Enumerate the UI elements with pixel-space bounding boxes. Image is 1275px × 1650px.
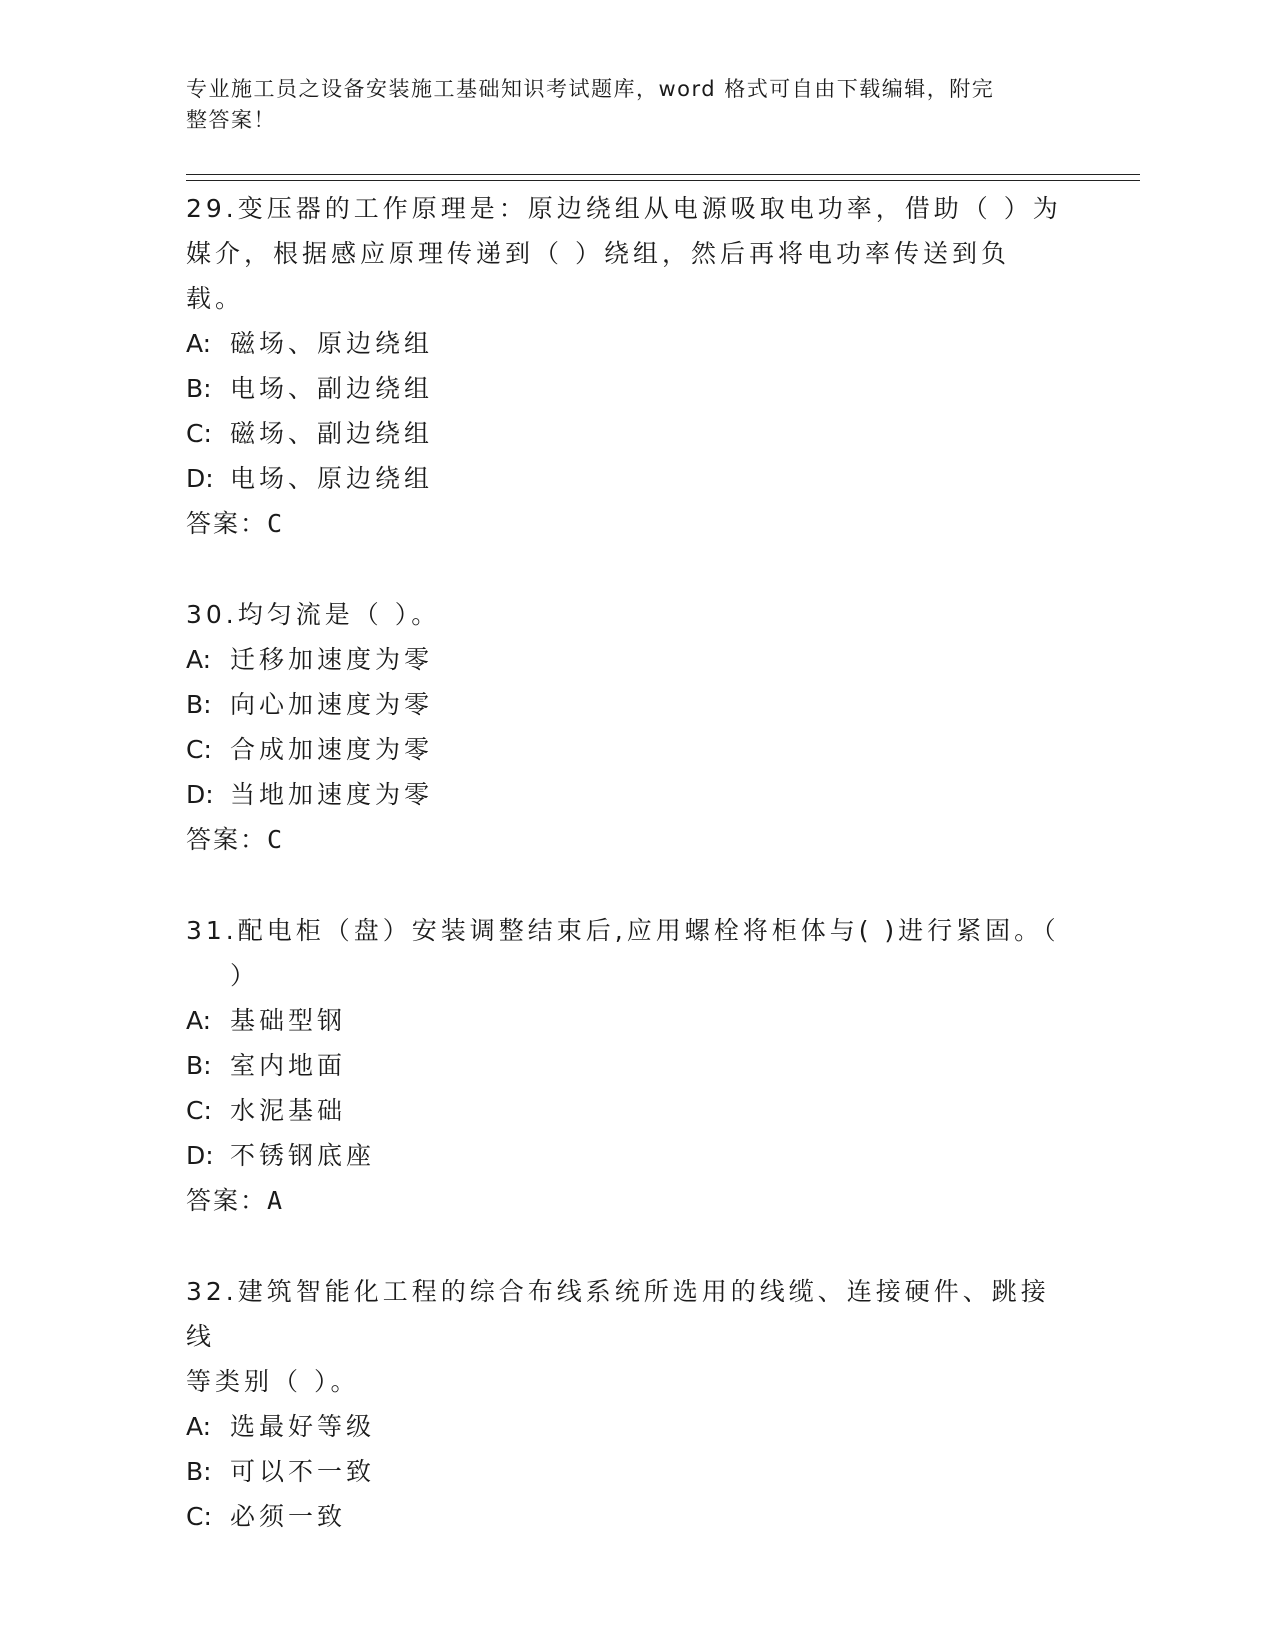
option-text: 向心加速度为零 bbox=[230, 690, 434, 719]
option-text: 室内地面 bbox=[230, 1051, 347, 1080]
question-stem-line: 29.变压器的工作原理是：原边绕组从电源吸取电功率，借助（ ）为 bbox=[186, 194, 1062, 223]
option-letter: A: bbox=[186, 329, 212, 358]
option-text: 必须一致 bbox=[230, 1502, 347, 1531]
option-letter: B: bbox=[186, 374, 212, 403]
option-text: 磁场、副边绕组 bbox=[230, 419, 434, 448]
option-letter: A: bbox=[186, 645, 212, 674]
question-item bbox=[186, 908, 1066, 1223]
option-a bbox=[186, 1404, 1066, 1449]
option-text: 不锈钢底座 bbox=[230, 1141, 376, 1170]
option-text: 磁场、原边绕组 bbox=[230, 329, 434, 358]
question-item bbox=[186, 1269, 1066, 1539]
question-item bbox=[186, 592, 1066, 862]
question-stem bbox=[186, 908, 1066, 998]
option-text: 可以不一致 bbox=[230, 1457, 376, 1486]
option-text: 选最好等级 bbox=[230, 1412, 376, 1441]
option-d bbox=[186, 772, 1066, 817]
option-d bbox=[186, 1133, 1066, 1178]
question-stem-line: 32.建筑智能化工程的综合布线系统所选用的线缆、连接硬件、跳接线 bbox=[186, 1277, 1050, 1351]
question-stem-line: 等类别（ ）。 bbox=[186, 1367, 360, 1396]
option-text: 电场、副边绕组 bbox=[230, 374, 434, 403]
header-note bbox=[186, 74, 1066, 136]
option-letter: B: bbox=[186, 1051, 212, 1080]
question-stem-line: 媒介，根据感应原理传递到（ ）绕组，然后再将电功率传送到负载。 bbox=[186, 239, 1010, 313]
option-d bbox=[186, 456, 1066, 501]
answer-label: 答案： bbox=[186, 509, 268, 538]
header-line: 专业施工员之设备安装施工基础知识考试题库，word 格式可自由下载编辑，附完 bbox=[186, 77, 995, 101]
question-stem bbox=[186, 186, 1066, 321]
option-a bbox=[186, 998, 1066, 1043]
option-letter: B: bbox=[186, 1457, 212, 1486]
option-letter: C: bbox=[186, 735, 212, 764]
answer-value: C bbox=[267, 825, 283, 854]
answer-line bbox=[186, 1178, 1066, 1223]
answer-line bbox=[186, 501, 1066, 546]
option-b bbox=[186, 1043, 1066, 1088]
answer-value: C bbox=[267, 509, 283, 538]
option-text: 合成加速度为零 bbox=[230, 735, 434, 764]
option-text: 迁移加速度为零 bbox=[230, 645, 434, 674]
option-letter: A: bbox=[186, 1006, 212, 1035]
option-c bbox=[186, 1088, 1066, 1133]
question-list bbox=[186, 186, 1066, 1585]
option-text: 当地加速度为零 bbox=[230, 780, 434, 809]
answer-label: 答案： bbox=[186, 825, 268, 854]
option-a bbox=[186, 321, 1066, 366]
option-letter: C: bbox=[186, 419, 212, 448]
option-letter: A: bbox=[186, 1412, 212, 1441]
option-a bbox=[186, 637, 1066, 682]
option-c bbox=[186, 727, 1066, 772]
option-b bbox=[186, 682, 1066, 727]
question-stem-line: 30.均匀流是（ ）。 bbox=[186, 600, 441, 629]
option-letter: C: bbox=[186, 1502, 212, 1531]
option-text: 电场、原边绕组 bbox=[230, 464, 434, 493]
option-letter: D: bbox=[186, 1141, 214, 1170]
option-letter: D: bbox=[186, 780, 214, 809]
header-divider bbox=[186, 174, 1140, 175]
option-letter: C: bbox=[186, 1096, 212, 1125]
header-divider bbox=[186, 180, 1140, 181]
question-stem bbox=[186, 1269, 1066, 1404]
option-b bbox=[186, 1449, 1066, 1494]
answer-value: A bbox=[267, 1186, 283, 1215]
answer-line bbox=[186, 817, 1066, 862]
answer-label: 答案： bbox=[186, 1186, 268, 1215]
option-letter: B: bbox=[186, 690, 212, 719]
option-b bbox=[186, 366, 1066, 411]
option-c bbox=[186, 1494, 1066, 1539]
header-line: 整答案！ bbox=[186, 108, 276, 132]
option-text: 基础型钢 bbox=[230, 1006, 347, 1035]
question-stem-line: 31.配电柜（盘）安装调整结束后,应用螺栓将柜体与( )进行紧固。（ bbox=[186, 916, 1060, 945]
question-stem-line: ） bbox=[230, 961, 260, 990]
option-c bbox=[186, 411, 1066, 456]
option-text: 水泥基础 bbox=[230, 1096, 347, 1125]
question-item bbox=[186, 186, 1066, 546]
option-letter: D: bbox=[186, 464, 214, 493]
question-stem bbox=[186, 592, 1066, 637]
